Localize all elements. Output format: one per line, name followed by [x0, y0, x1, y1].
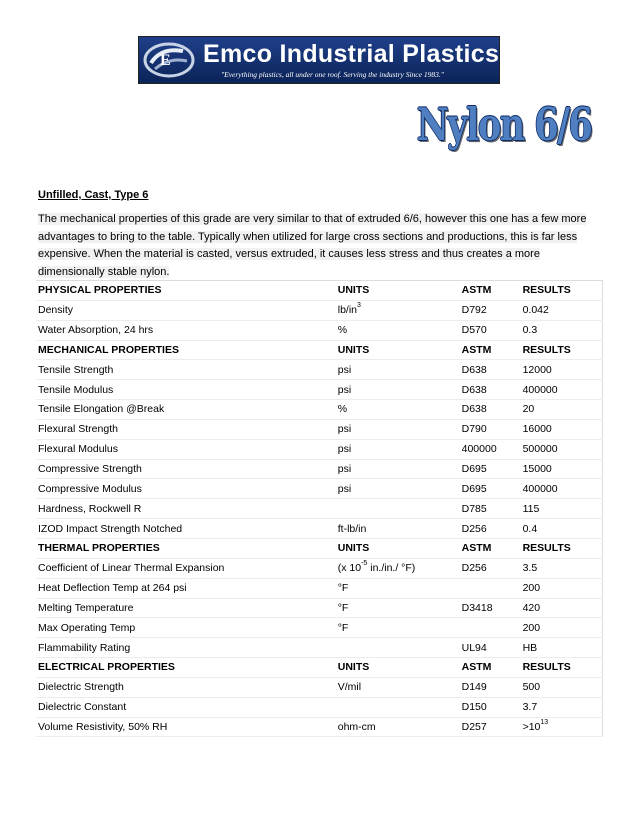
property-cell	[36, 717, 336, 737]
units-cell-text: ohm-cm	[337, 720, 376, 733]
units-cell-text: ft-lb/in	[337, 522, 367, 535]
units-cell-text: %	[337, 324, 348, 337]
results-cell	[521, 479, 603, 499]
property-cell-text: IZOD Impact Strength Notched	[38, 522, 183, 535]
table-row	[36, 439, 603, 459]
description-text: expensive. When the material is casted, versus extruded, it causes less stress and thus creates a more	[38, 248, 540, 260]
results-cell	[521, 598, 603, 618]
property-cell	[36, 658, 336, 678]
astm-cell-text: ASTM	[461, 542, 492, 555]
company-logo	[138, 36, 558, 84]
property-cell-text: Density	[38, 304, 74, 317]
units-cell	[336, 717, 460, 737]
units-cell-text: psi	[337, 482, 352, 495]
units-cell	[336, 400, 460, 420]
results-cell-text: 200	[522, 621, 541, 634]
astm-cell	[460, 538, 521, 558]
astm-cell	[460, 618, 521, 638]
units-cell	[336, 618, 460, 638]
astm-cell	[460, 459, 521, 479]
property-cell	[36, 400, 336, 420]
units-cell-text: UNITS	[337, 542, 370, 555]
property-cell	[36, 578, 336, 598]
results-cell	[521, 320, 603, 340]
property-cell-text: Volume Resistivity, 50% RH	[38, 720, 168, 733]
units-cell-text: (x 10	[337, 562, 362, 575]
property-cell	[36, 538, 336, 558]
results-cell-text: RESULTS	[522, 542, 571, 555]
units-cell-text: °F	[337, 601, 349, 614]
property-cell-text: MECHANICAL PROPERTIES	[38, 343, 179, 356]
units-cell	[336, 697, 460, 717]
astm-cell	[460, 638, 521, 658]
results-cell-text: 12000	[522, 363, 552, 376]
units-cell	[336, 380, 460, 400]
units-cell-text: psi	[337, 423, 352, 436]
units-superscript: -5	[361, 560, 368, 568]
astm-cell-text: D149	[461, 681, 487, 694]
table-row	[36, 618, 603, 638]
table-row	[36, 320, 603, 340]
property-cell	[36, 638, 336, 658]
results-cell	[521, 717, 603, 737]
table-row	[36, 300, 603, 320]
results-cell	[521, 439, 603, 459]
units-cell-text: V/mil	[337, 681, 362, 694]
table-row	[36, 380, 603, 400]
table-row	[36, 400, 603, 420]
property-cell	[36, 499, 336, 519]
astm-cell-text: D256	[461, 522, 487, 535]
astm-cell-text: D638	[461, 383, 487, 396]
description-line	[38, 246, 602, 264]
table-row	[36, 677, 603, 697]
property-cell-text: Compressive Strength	[38, 463, 142, 476]
description-line	[38, 211, 602, 229]
property-cell	[36, 419, 336, 439]
property-cell-text: Flexural Modulus	[38, 443, 118, 456]
property-cell-text: Dielectric Strength	[38, 681, 124, 694]
units-cell-text: psi	[337, 443, 352, 456]
table-row	[36, 459, 603, 479]
astm-cell	[460, 598, 521, 618]
property-cell-text: Hardness, Rockwell R	[38, 502, 142, 515]
property-cell	[36, 320, 336, 340]
results-cell-text: 500000	[522, 443, 558, 456]
units-cell	[336, 419, 460, 439]
company-name: Emco Industrial Plastics, Inc.	[203, 40, 558, 68]
results-cell-text: 0.3	[522, 324, 538, 337]
property-cell-text: Tensile Elongation @Break	[38, 403, 165, 416]
section-header-row	[36, 538, 603, 558]
description-line	[38, 229, 602, 247]
results-superscript: 13	[540, 718, 549, 726]
astm-cell-text: D256	[461, 562, 487, 575]
astm-cell	[460, 439, 521, 459]
property-cell-text: Coefficient of Linear Thermal Expansion	[38, 562, 225, 575]
description-line	[38, 264, 602, 282]
astm-cell-text: D695	[461, 482, 487, 495]
results-cell-text: 16000	[522, 423, 552, 436]
property-cell	[36, 360, 336, 380]
property-cell	[36, 598, 336, 618]
results-cell	[521, 697, 603, 717]
units-cell	[336, 281, 460, 301]
table-row	[36, 638, 603, 658]
table-row	[36, 558, 603, 578]
units-cell-text: lb/in	[337, 304, 357, 317]
section-header-row	[36, 340, 603, 360]
astm-cell	[460, 499, 521, 519]
product-title: Nylon 6/6	[416, 97, 592, 151]
units-cell	[336, 538, 460, 558]
property-cell	[36, 300, 336, 320]
property-cell	[36, 380, 336, 400]
property-cell	[36, 281, 336, 301]
astm-cell	[460, 281, 521, 301]
astm-cell-text: D792	[461, 304, 487, 317]
property-cell	[36, 459, 336, 479]
property-cell-text: Tensile Modulus	[38, 383, 114, 396]
astm-cell	[460, 340, 521, 360]
units-cell-text: UNITS	[337, 284, 370, 297]
units-cell	[336, 360, 460, 380]
property-cell	[36, 697, 336, 717]
property-cell-text: PHYSICAL PROPERTIES	[38, 284, 162, 297]
astm-cell	[460, 578, 521, 598]
table-row	[36, 519, 603, 539]
property-cell-text: Flammability Rating	[38, 641, 131, 654]
results-cell	[521, 658, 603, 678]
results-cell	[521, 300, 603, 320]
astm-cell-text: ASTM	[461, 343, 492, 356]
results-cell	[521, 340, 603, 360]
units-cell-text: °F	[337, 621, 349, 634]
results-cell	[521, 459, 603, 479]
results-cell-text: 200	[522, 582, 541, 595]
results-cell	[521, 538, 603, 558]
results-cell-text: RESULTS	[522, 661, 571, 674]
results-cell	[521, 281, 603, 301]
results-cell	[521, 499, 603, 519]
property-cell-text: Water Absorption, 24 hrs	[38, 324, 154, 337]
astm-cell	[460, 320, 521, 340]
property-cell	[36, 439, 336, 459]
results-cell	[521, 677, 603, 697]
property-cell	[36, 558, 336, 578]
units-cell-text: UNITS	[337, 661, 370, 674]
astm-cell	[460, 479, 521, 499]
units-cell-text: %	[337, 403, 348, 416]
description	[38, 211, 602, 281]
astm-cell	[460, 697, 521, 717]
results-cell-text: RESULTS	[522, 343, 571, 356]
units-cell	[336, 558, 460, 578]
description-text: dimensionally stable nylon.	[38, 265, 170, 278]
results-cell-text: RESULTS	[522, 284, 571, 297]
results-cell-text: >10	[522, 720, 541, 733]
results-cell-text: 0.4	[522, 522, 538, 535]
astm-cell-text: D785	[461, 502, 487, 515]
results-cell	[521, 578, 603, 598]
units-cell	[336, 320, 460, 340]
company-tagline: "Everything plastics, all under one roof. Serving the industry Since 1983."	[221, 70, 444, 79]
properties-table	[36, 280, 603, 737]
astm-cell-text: ASTM	[461, 661, 492, 674]
astm-cell-text: D638	[461, 363, 487, 376]
grade-subtitle: Unfilled, Cast, Type 6	[38, 189, 149, 201]
astm-cell-text: D638	[461, 403, 487, 416]
results-cell	[521, 558, 603, 578]
results-cell	[521, 419, 603, 439]
property-cell-text: Heat Deflection Temp at 264 psi	[38, 582, 187, 595]
astm-cell-text: UL94	[461, 641, 487, 654]
results-cell-text: 400000	[522, 482, 558, 495]
results-cell-text: 400000	[522, 383, 558, 396]
astm-cell	[460, 300, 521, 320]
results-cell	[521, 400, 603, 420]
units-cell	[336, 638, 460, 658]
units-cell-text: °F	[337, 582, 349, 595]
results-cell-text: 420	[522, 601, 541, 614]
property-cell-text: THERMAL PROPERTIES	[38, 542, 160, 555]
astm-cell	[460, 519, 521, 539]
astm-cell-text: D150	[461, 701, 487, 714]
table-row	[36, 697, 603, 717]
section-header-row	[36, 281, 603, 301]
description-text: The mechanical properties of this grade are very similar to that of extruded 6/6, however this one has a few more	[38, 213, 587, 225]
results-cell-text: 500	[522, 681, 541, 694]
property-cell-text: Flexural Strength	[38, 423, 118, 436]
table-row	[36, 598, 603, 618]
units-cell	[336, 677, 460, 697]
property-cell	[36, 519, 336, 539]
units-cell-text: psi	[337, 463, 352, 476]
property-cell	[36, 479, 336, 499]
results-cell-text: 3.7	[522, 701, 538, 714]
astm-cell	[460, 558, 521, 578]
astm-cell	[460, 380, 521, 400]
results-cell-text: 0.042	[522, 304, 549, 317]
units-cell	[336, 598, 460, 618]
astm-cell	[460, 419, 521, 439]
results-cell	[521, 519, 603, 539]
results-cell-text: 3.5	[522, 562, 538, 575]
astm-cell	[460, 360, 521, 380]
units-cell	[336, 479, 460, 499]
description-text: advantages to bring to the table. Typically when utilized for large cross sections and productions, this is far less	[38, 230, 578, 243]
table-row	[36, 717, 603, 737]
units-cell-text: psi	[337, 363, 352, 376]
units-cell	[336, 459, 460, 479]
emco-logo-icon	[143, 41, 195, 79]
astm-cell	[460, 717, 521, 737]
property-cell-text: Melting Temperature	[38, 601, 134, 614]
units-suffix: in./in./ °F)	[367, 562, 416, 575]
units-superscript: 3	[357, 302, 361, 310]
results-cell	[521, 360, 603, 380]
results-cell-text: 115	[522, 502, 540, 515]
property-cell-text: Compressive Modulus	[38, 482, 142, 495]
table-row	[36, 419, 603, 439]
results-cell-text: 15000	[522, 463, 552, 476]
astm-cell-text: D695	[461, 463, 487, 476]
units-cell	[336, 499, 460, 519]
results-cell	[521, 618, 603, 638]
astm-cell-text: D790	[461, 423, 487, 436]
astm-cell	[460, 677, 521, 697]
units-cell	[336, 300, 460, 320]
astm-cell-text: ASTM	[461, 284, 492, 297]
astm-cell-text: D3418	[461, 601, 493, 614]
property-cell-text: Tensile Strength	[38, 363, 114, 376]
table-row	[36, 360, 603, 380]
property-cell	[36, 618, 336, 638]
astm-cell	[460, 658, 521, 678]
results-cell-text: HB	[522, 641, 538, 654]
svg-text:E: E	[160, 52, 171, 69]
units-cell	[336, 578, 460, 598]
property-cell	[36, 677, 336, 697]
property-cell-text: ELECTRICAL PROPERTIES	[38, 661, 175, 674]
astm-cell	[460, 400, 521, 420]
units-cell	[336, 439, 460, 459]
astm-cell-text: D570	[461, 324, 487, 337]
table-row	[36, 499, 603, 519]
property-cell	[36, 340, 336, 360]
table-row	[36, 578, 603, 598]
astm-cell-text: D257	[461, 720, 487, 733]
astm-cell-text: 400000	[461, 443, 497, 456]
results-cell	[521, 380, 603, 400]
units-cell	[336, 340, 460, 360]
section-header-row	[36, 658, 603, 678]
units-cell	[336, 658, 460, 678]
property-cell-text: Dielectric Constant	[38, 701, 127, 714]
property-cell-text: Max Operating Temp	[38, 621, 136, 634]
table-row	[36, 479, 603, 499]
results-cell-text: 20	[522, 403, 535, 416]
units-cell	[336, 519, 460, 539]
units-cell-text: UNITS	[337, 343, 370, 356]
results-cell	[521, 638, 603, 658]
units-cell-text: psi	[337, 383, 352, 396]
